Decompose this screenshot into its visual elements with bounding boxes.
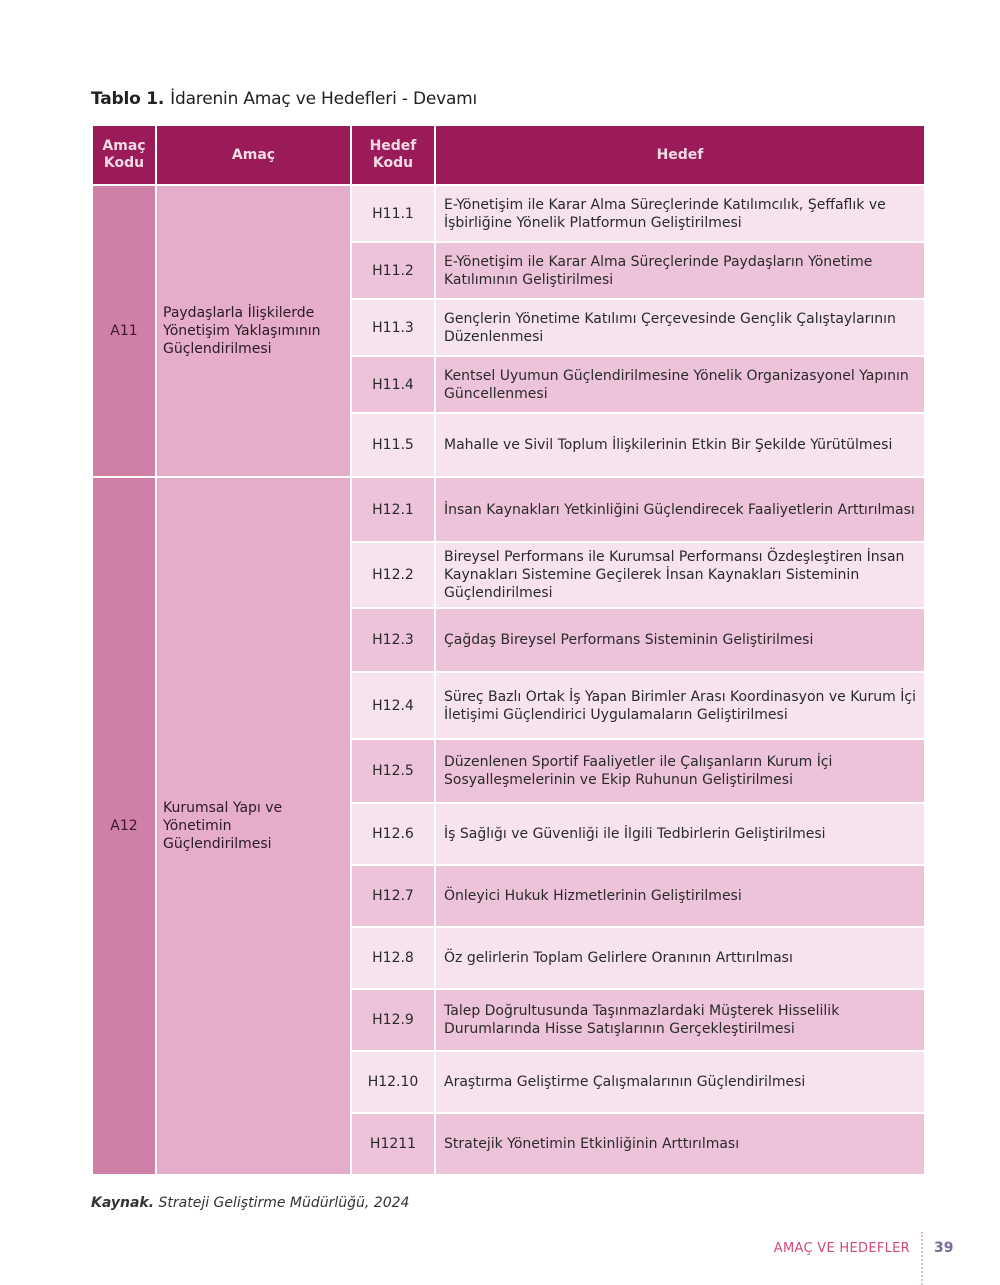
hedef-code-cell: H12.7 [351,865,435,927]
hedef-code-cell: H11.4 [351,356,435,413]
hedef-text-cell: Bireysel Performans ile Kurumsal Performansı Özdeşleştiren İnsan Kaynakları Sistemine Geçilerek İnsan Kaynakları Sisteminin Güçlendirilmesi [435,542,925,608]
table-row [92,477,925,542]
header-amac-kodu: Amaç Kodu [92,125,156,185]
hedef-code-cell: H11.1 [351,185,435,242]
hedef-text-cell: Çağdaş Bireysel Performans Sisteminin Geliştirilmesi [435,608,925,672]
hedef-text-cell: İnsan Kaynakları Yetkinliğini Güçlendirecek Faaliyetlerin Arttırılması [435,477,925,542]
amac-name-cell: Paydaşlarla İlişkilerde Yönetişim Yaklaşımının Güçlendirilmesi [156,185,351,477]
footer-section-title: AMAÇ VE HEDEFLER [773,1241,910,1256]
table-title [91,89,477,109]
header-amac: Amaç [156,125,351,185]
hedef-code-cell: H12.9 [351,989,435,1051]
table-row [92,185,925,242]
source-note [91,1195,409,1211]
hedef-text-cell: Talep Doğrultusunda Taşınmazlardaki Müşterek Hisselilik Durumlarında Hisse Satışlarının Gerçekleştirilmesi [435,989,925,1051]
hedef-code-cell: H12.10 [351,1051,435,1113]
header-hedef: Hedef [435,125,925,185]
hedef-text-cell: Öz gelirlerin Toplam Gelirlere Oranının Arttırılması [435,927,925,989]
table-header-row [92,125,925,185]
hedef-code-cell: H11.2 [351,242,435,299]
hedef-text-cell: İş Sağlığı ve Güvenliği ile İlgili Tedbirlerin Geliştirilmesi [435,803,925,865]
hedef-text-cell: E-Yönetişim ile Karar Alma Süreçlerinde Katılımcılık, Şeffaflık ve İşbirliğine Yönelik Platformun Geliştirilmesi [435,185,925,242]
hedef-text-cell: Araştırma Geliştirme Çalışmalarının Güçlendirilmesi [435,1051,925,1113]
hedef-text-cell: Süreç Bazlı Ortak İş Yapan Birimler Arası Koordinasyon ve Kurum İçi İletişimi Güçlendirici Uygulamaların Geliştirilmesi [435,672,925,739]
header-hedef-kodu: Hedef Kodu [351,125,435,185]
amac-code-cell: A11 [92,185,156,477]
hedef-code-cell: H12.1 [351,477,435,542]
hedef-text-cell: Mahalle ve Sivil Toplum İlişkilerinin Etkin Bir Şekilde Yürütülmesi [435,413,925,477]
hedef-text-cell: Düzenlenen Sportif Faaliyetler ile Çalışanların Kurum İçi Sosyalleşmelerinin ve Ekip Ruhunun Geliştirilmesi [435,739,925,803]
hedef-code-cell: H11.3 [351,299,435,356]
footer-divider [921,1232,923,1285]
hedef-code-cell: H12.2 [351,542,435,608]
hedef-code-cell: H1211 [351,1113,435,1175]
source-label: Kaynak. [91,1195,155,1211]
hedef-code-cell: H12.5 [351,739,435,803]
amac-code-cell: A12 [92,477,156,1175]
source-text: Strateji Geliştirme Müdürlüğü, 2024 [158,1195,410,1211]
table-title-text: İdarenin Amaç ve Hedefleri - Devamı [170,89,478,109]
hedef-code-cell: H12.3 [351,608,435,672]
hedef-text-cell: Kentsel Uyumun Güçlendirilmesine Yönelik Organizasyonel Yapının Güncellenmesi [435,356,925,413]
hedef-text-cell: Gençlerin Yönetime Katılımı Çerçevesinde Gençlik Çalıştaylarının Düzenlenmesi [435,299,925,356]
hedef-code-cell: H12.4 [351,672,435,739]
table-title-number: Tablo 1. [91,89,165,109]
hedef-text-cell: Stratejik Yönetimin Etkinliğinin Arttırılması [435,1113,925,1175]
hedef-code-cell: H12.6 [351,803,435,865]
hedef-text-cell: Önleyici Hukuk Hizmetlerinin Geliştirilmesi [435,865,925,927]
goals-table [91,124,926,1176]
amac-name-cell: Kurumsal Yapı ve Yönetimin Güçlendirilmesi [156,477,351,1175]
hedef-code-cell: H12.8 [351,927,435,989]
page-number: 39 [934,1240,954,1256]
hedef-code-cell: H11.5 [351,413,435,477]
hedef-text-cell: E-Yönetişim ile Karar Alma Süreçlerinde Paydaşların Yönetime Katılımının Geliştirilmesi [435,242,925,299]
